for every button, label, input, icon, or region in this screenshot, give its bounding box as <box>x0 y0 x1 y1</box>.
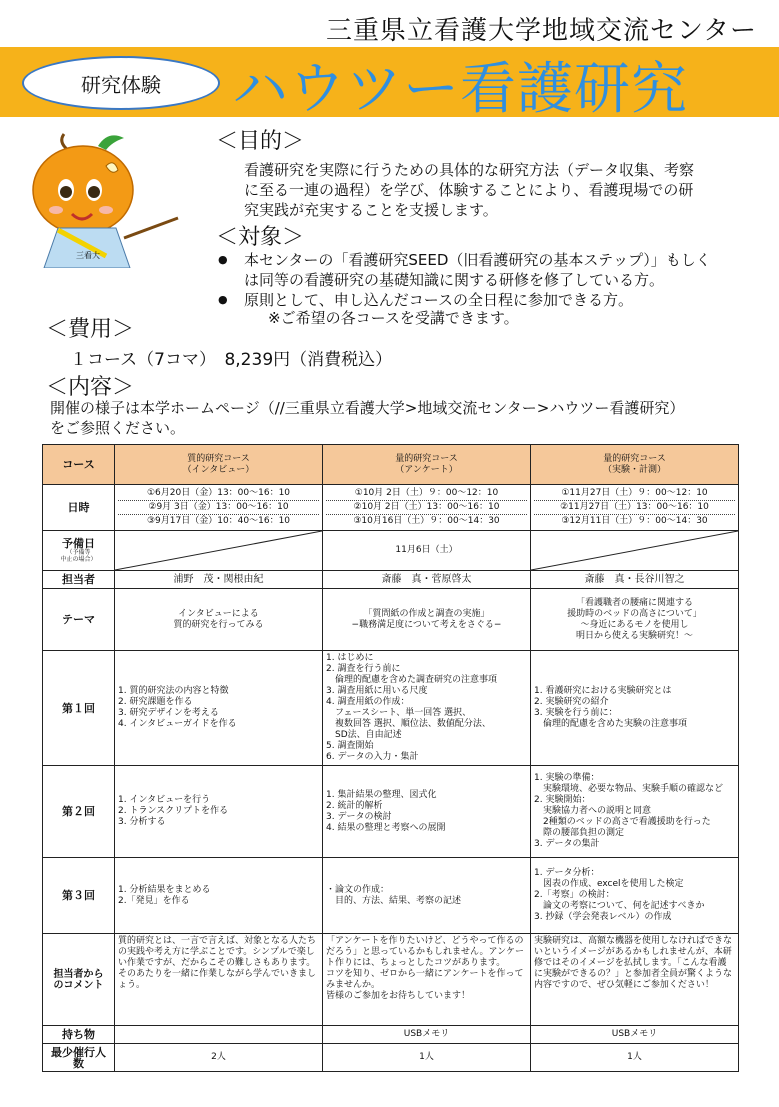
course-2-backup: 11月6日（土） <box>323 531 531 571</box>
course-1-items <box>115 1026 323 1044</box>
page-title: ハウツー看護研究 <box>232 57 688 122</box>
course-1-session-2: 1. インタビューを行う 2. トランスクリプトを作る 3. 分析する <box>115 766 323 858</box>
row-header-items: 持ち物 <box>43 1026 115 1044</box>
date-item: ③10月16日（土）９：00〜14：30 <box>353 516 500 526</box>
course-table <box>42 444 739 1072</box>
fee-heading: ＜費用＞ <box>46 317 135 342</box>
course-name: 質的研究コース <box>187 453 250 464</box>
min-label: 最少催行人 <box>51 1045 106 1059</box>
course-1-session-3: 1. 分析結果をまとめる 2.「発見」を作る <box>115 858 323 934</box>
course-3-items: USBメモリ <box>531 1026 739 1044</box>
course-3-instructor: 斎藤 真・長谷川智之 <box>531 571 739 589</box>
fee-text: １コース（7コマ） 8,239円（消費税込） <box>70 350 393 370</box>
course-1-min: 2人 <box>115 1044 323 1072</box>
content-text <box>50 398 684 438</box>
course-2-comment: 「アンケートを作りたいけど、どうやって作るのだろう」と思っているかもしれません。アンケート作りには、ちょっとしたコツがあります。 コツを知り、ゼロから一緒にアンケートを作ってみませんか。 皆様のご参加をお待ちしています！ <box>323 934 531 1026</box>
purpose-line: に至る一連の過程）を学び、体験することにより、看護現場での研 <box>244 181 694 199</box>
target-note: ※ご希望の各コースを受講できます。 <box>268 309 519 327</box>
course-1-instructor: 浦野 茂・関根由紀 <box>115 571 323 589</box>
organization-name: 三重県立看護大学地域交流センター <box>326 16 757 46</box>
course-1-name <box>115 445 323 485</box>
course-3-session-1: 1. 看護研究における実験研究とは 2. 実験研究の紹介 3. 実験を行う前に： 倫理的配慮を含めた実験の注意事項 <box>531 651 739 766</box>
course-3-min: 1人 <box>531 1044 739 1072</box>
course-1-comment: 質的研究とは、一言で言えば、対象となる人たちの実践や考え方に学ぶことです。シンプルで楽しい作業ですが、だからこその難しさもあります。そのあたりを一緒に作業しながら学んでいきましょう。 <box>115 934 323 1026</box>
purpose-line: 看護研究を実際に行うための具体的な研究方法（データ収集、考察 <box>244 161 695 179</box>
target-bullet-1 <box>244 250 711 290</box>
course-1-session-1: 1. 質的研究法の内容と特徴 2. 研究課題を作る 3. 研究デザインを考える 4. インタビューガイドを作る <box>115 651 323 766</box>
content-line: 開催の様子は本学ホームページ（//三重県立看護大学>地域交流センター>ハウツー看護研究） <box>50 399 685 417</box>
course-2-instructor: 斎藤 真・菅原啓太 <box>323 571 531 589</box>
course-2-session-2: 1. 集計結果の整理、図式化 2. 統計的解析 3. データの検討 4. 結果の整理と考察への展開 <box>323 766 531 858</box>
course-2-items: USBメモリ <box>323 1026 531 1044</box>
course-2-theme: 「質問紙の作成と調査の実施」 −職務満足度について考えをさぐる− <box>323 589 531 651</box>
course-1-backup-empty <box>115 531 323 571</box>
table-row <box>43 934 739 1026</box>
mascot-sash-label: 三看大 <box>76 251 100 260</box>
row-header-session-1: 第１回 <box>43 651 115 766</box>
course-3-session-2: 1. 実験の準備： 実験環境、必要な物品、実験手順の確認など 2. 実験開始： 実験協力者への説明と同意 2種類のベッドの高さで看護援助を行った 際の腰部負担の測定 3. データの集計 <box>531 766 739 858</box>
target-line: は同等の看護研究の基礎知識に関する研修を修了している方。 <box>244 271 665 289</box>
table-row <box>43 1026 739 1044</box>
table-row <box>43 766 739 858</box>
course-subname: （実験・計測） <box>602 464 666 475</box>
orange-mascot-icon <box>28 128 188 268</box>
table-row <box>43 445 739 485</box>
table-row <box>43 651 739 766</box>
backup-label: 予備日 <box>62 537 95 550</box>
date-item: ②9月 3日（金）13：00〜16：10 <box>118 501 319 515</box>
content-heading: ＜内容＞ <box>46 375 135 400</box>
title-banner <box>0 47 779 122</box>
purpose-line: 究実践が充実することを支援します。 <box>244 201 498 219</box>
course-1-theme: インタビューによる 質的研究を行ってみる <box>115 589 323 651</box>
row-header-min-participants <box>43 1044 115 1072</box>
table-row <box>43 531 739 571</box>
course-3-name <box>531 445 739 485</box>
date-item: ①11月27日（土）９：00〜12：10 <box>534 487 735 501</box>
min-label: 数 <box>73 1056 84 1070</box>
comment-label: 担当者から <box>53 968 104 980</box>
content-line: をご参照ください。 <box>50 419 186 437</box>
row-header-instructor: 担当者 <box>43 571 115 589</box>
course-2-dates <box>323 485 531 531</box>
target-heading: ＜対象＞ <box>216 225 305 250</box>
course-3-dates <box>531 485 739 531</box>
course-badge: 研究体験 <box>22 56 220 110</box>
course-3-comment: 実験研究は、高額な機器を使用しなければできないというイメージがあるかもしれませんが、本研修ではそのイメージを払拭します。「こんな看護に実験ができるの？」と参加者全員が驚くような内容ですので、ぜひ気軽にご参加ください！ <box>531 934 739 1026</box>
date-item: ①10月 2日（土）９：00〜12：10 <box>326 487 527 501</box>
target-line: ● 本センターの「看護研究SEED（旧看護研究の基本ステップ）」もしく <box>244 251 711 269</box>
backup-note: 中止の場合） <box>60 556 97 563</box>
course-3-backup-empty <box>531 531 739 571</box>
course-2-name <box>323 445 531 485</box>
course-name: 量的研究コース <box>603 453 666 464</box>
course-2-min: 1人 <box>323 1044 531 1072</box>
row-header-session-2: 第２回 <box>43 766 115 858</box>
course-3-theme: 「看護職者の腰痛に関連する 援助時のベッドの高さについて」 〜身近にあるモノを使用し 明日から使える実験研究！〜 <box>531 589 739 651</box>
row-header-dates: 日時 <box>43 485 115 531</box>
purpose-heading: ＜目的＞ <box>216 129 305 154</box>
purpose-text <box>244 160 694 220</box>
date-item: ③12月11日（土）９：00〜14：30 <box>561 516 708 526</box>
row-header-backup <box>43 531 115 571</box>
date-item: ③9月17日（金）10：40〜16：10 <box>146 516 291 526</box>
row-header-course: コース <box>43 445 115 485</box>
course-2-session-3: ・論文の作成： 目的、方法、結果、考察の記述 <box>323 858 531 934</box>
table-row <box>43 571 739 589</box>
row-header-comment <box>43 934 115 1026</box>
course-subname: （インタビュー） <box>182 464 255 475</box>
date-item: ①6月20日（金）13：00〜16：10 <box>118 487 319 501</box>
course-subname: （アンケート） <box>395 464 458 475</box>
course-name: 量的研究コース <box>395 453 458 464</box>
table-row <box>43 1044 739 1072</box>
table-row <box>43 485 739 531</box>
row-header-session-3: 第３回 <box>43 858 115 934</box>
table-row <box>43 858 739 934</box>
table-row <box>43 589 739 651</box>
row-header-theme: テーマ <box>43 589 115 651</box>
course-3-session-3: 1. データ分析： 図表の作成、excelを使用した検定 2.「考察」の検討： 論文の考察について、何を記述すべきか 3. 抄録（学会発表レベル）の作成 <box>531 858 739 934</box>
date-item: ②10月 2日（土）13：00〜16：10 <box>326 501 527 515</box>
target-bullet-2: ● 原則として、申し込んだコースの全日程に参加できる方。 <box>244 290 633 310</box>
comment-label: のコメント <box>53 979 104 991</box>
course-1-dates <box>115 485 323 531</box>
course-2-session-1: 1. はじめに 2. 調査を行う前に 倫理的配慮を含めた調査研究の注意事項 3. 調査用紙に用いる尺度 4. 調査用紙の作成： フェースシート、単一回答 選択、 複数回答 選択、順位法、数値配分法、 SD法、自由記述 5. 調査開始 6. データの入力・集計 <box>323 651 531 766</box>
backup-note: （予備等 <box>66 549 91 556</box>
date-item: ②11月27日（土）13：00〜16：10 <box>534 501 735 515</box>
